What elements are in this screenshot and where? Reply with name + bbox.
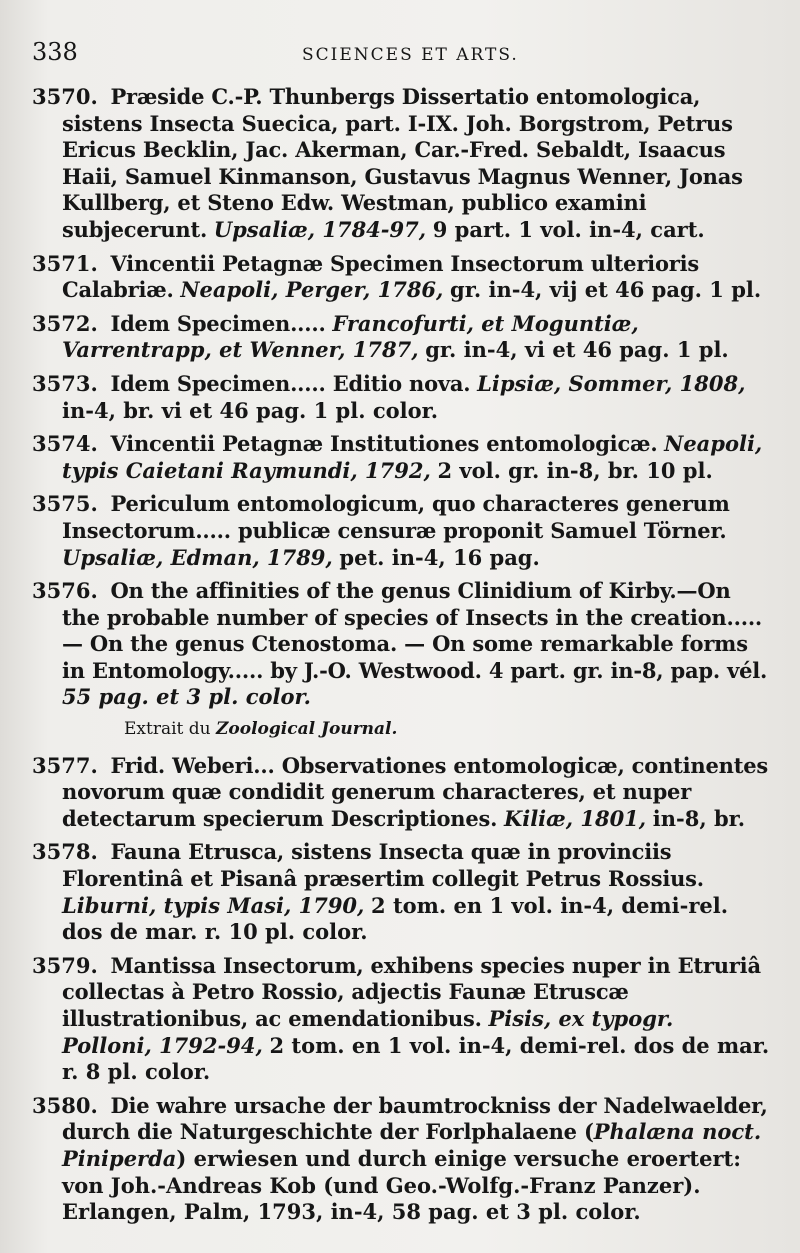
entry-number: 3576. xyxy=(32,578,98,604)
note-prefix: Extrait du xyxy=(124,719,211,740)
entry-number: 3575. xyxy=(32,491,98,517)
entry-imprint: Liburni, typis Masi, 1790, xyxy=(62,892,365,918)
page-number: 338 xyxy=(32,38,78,66)
entry-details: gr. in-4, vij et 46 pag. 1 pl. xyxy=(450,277,762,303)
entry-number: 3577. xyxy=(32,752,98,778)
entry-3570 xyxy=(32,84,770,244)
entry-number: 3573. xyxy=(32,370,98,396)
entry-text: Mantissa Insectorum, exhibens species nuper in Etruriâ collectas à Petro Rossio, adjectis Faunæ Etruscæ illustrationibus, ac emendationibus. xyxy=(62,952,761,1031)
entry-text: Præside C.-P. Thunbergs Dissertatio entomologica, sistens Insecta Suecica, part. I-IX. Joh. Borgstrom, Petrus Ericus Becklin, Jac. Akerman, Car.-Fred. Sebaldt, Isaacus Haii, Samuel Kinmanson, Gustavus Magnus Wenner, Jonas Kullberg, et Steno Edw. Westman, publico examini subjecerunt. xyxy=(62,84,743,242)
entry-number: 3570. xyxy=(32,84,98,109)
entry-3576-note xyxy=(124,716,770,743)
entry-imprint: Neapoli, Perger, 1786, xyxy=(180,277,444,303)
entry-3572 xyxy=(32,311,770,364)
entry-text: Vincentii Petagnæ Institutiones entomologicæ. xyxy=(110,431,658,457)
entry-text: Idem Specimen..... xyxy=(110,310,326,336)
entry-text: Frid. Weberi... Observationes entomologicæ, continentes novorum quæ condidit generum characteres, et nuper detectarum specierum Descriptiones. xyxy=(62,752,768,831)
entry-3576 xyxy=(32,578,770,711)
entry-number: 3571. xyxy=(32,250,98,276)
entry-3574 xyxy=(32,431,770,484)
entry-3573 xyxy=(32,371,770,424)
entry-details: in-8, br. xyxy=(652,805,746,831)
entry-list xyxy=(32,84,770,1226)
entry-number: 3574. xyxy=(32,431,98,457)
entry-details: 9 part. 1 vol. in-4, cart. xyxy=(432,216,705,242)
entry-3577 xyxy=(32,753,770,833)
entry-3571 xyxy=(32,251,770,304)
entry-number: 3579. xyxy=(32,952,98,978)
entry-3580 xyxy=(32,1093,770,1226)
entry-text: On the affinities of the genus Clinidium of Kirby.—On the probable number of species of Insects in the creation..... — On the genus Ctenostoma. — On some remarkable forms in Entomology..... by J.-O. Westwood. 4 part. gr. in-8, pap. vél. xyxy=(62,578,768,683)
entry-number: 3580. xyxy=(32,1092,98,1118)
entry-text: Die wahre ursache der baumtrockniss der Nadelwaelder, durch die Naturgeschichte der Forlphalaene ( xyxy=(62,1092,768,1145)
entry-text: Periculum entomologicum, quo characteres generum Insectorum..... publicæ censuræ proponit Samuel Törner. xyxy=(62,491,730,543)
entry-text: Vincentii Petagnæ Specimen Insectorum ulterioris Calabriæ. xyxy=(62,250,700,303)
entry-imprint: Phalæna noct. Piniperda xyxy=(62,1119,762,1171)
entry-details: ) erwiesen und durch einige versuche eroertert: von Joh.-Andreas Kob (und Geo.-Wolfg.-Franz Panzer). Erlangen, Palm, 1793, in-4, 58 pag. et 3 pl. color. xyxy=(62,1145,742,1225)
entry-text: Idem Specimen..... Editio nova. xyxy=(110,370,471,396)
entry-details: gr. in-4, vi et 46 pag. 1 pl. xyxy=(425,337,729,363)
entry-imprint: Upsaliæ, 1784-97, xyxy=(213,216,427,242)
entry-imprint: Francofurti, et Moguntiæ, Varrentrapp, et Wenner, 1787, xyxy=(62,310,639,363)
entry-imprint: Kiliæ, 1801, xyxy=(503,805,647,831)
entry-details: 2 tom. en 1 vol. in-4, demi-rel. dos de mar. r. 10 pl. color. xyxy=(62,892,729,945)
entry-text: Fauna Etrusca, sistens Insecta quæ in provinciis Florentinâ et Pisanâ præsertim collegit Petrus Rossius. xyxy=(62,839,704,892)
entry-imprint: Neapoli, typis Caietani Raymundi, 1792, xyxy=(62,431,763,483)
entry-details: 2 vol. gr. in-8, br. 10 pl. xyxy=(437,457,713,483)
entry-imprint: Pisis, ex typogr. Polloni, 1792-94, xyxy=(62,1006,674,1058)
entry-imprint: Upsaliæ, Edman, 1789, xyxy=(62,544,333,570)
entry-details: pet. in-4, 16 pag. xyxy=(339,544,540,570)
entry-details: 2 tom. en 1 vol. in-4, demi-rel. dos de mar. r. 8 pl. color. xyxy=(62,1032,770,1085)
entry-imprint: Lipsiæ, Sommer, 1808, xyxy=(477,370,746,396)
entry-3578 xyxy=(32,839,770,945)
note-source: Zoological Journal. xyxy=(216,719,398,740)
entry-details-italic: 55 pag. et 3 pl. color. xyxy=(62,684,311,710)
entry-3579 xyxy=(32,953,770,1086)
page-header xyxy=(32,38,770,78)
running-head: SCIENCES ET ARTS. xyxy=(302,45,519,65)
entry-number: 3578. xyxy=(32,839,98,865)
entry-3575 xyxy=(32,491,770,571)
entry-number: 3572. xyxy=(32,310,98,336)
entry-details: in-4, br. vi et 46 pag. 1 pl. color. xyxy=(62,397,439,423)
